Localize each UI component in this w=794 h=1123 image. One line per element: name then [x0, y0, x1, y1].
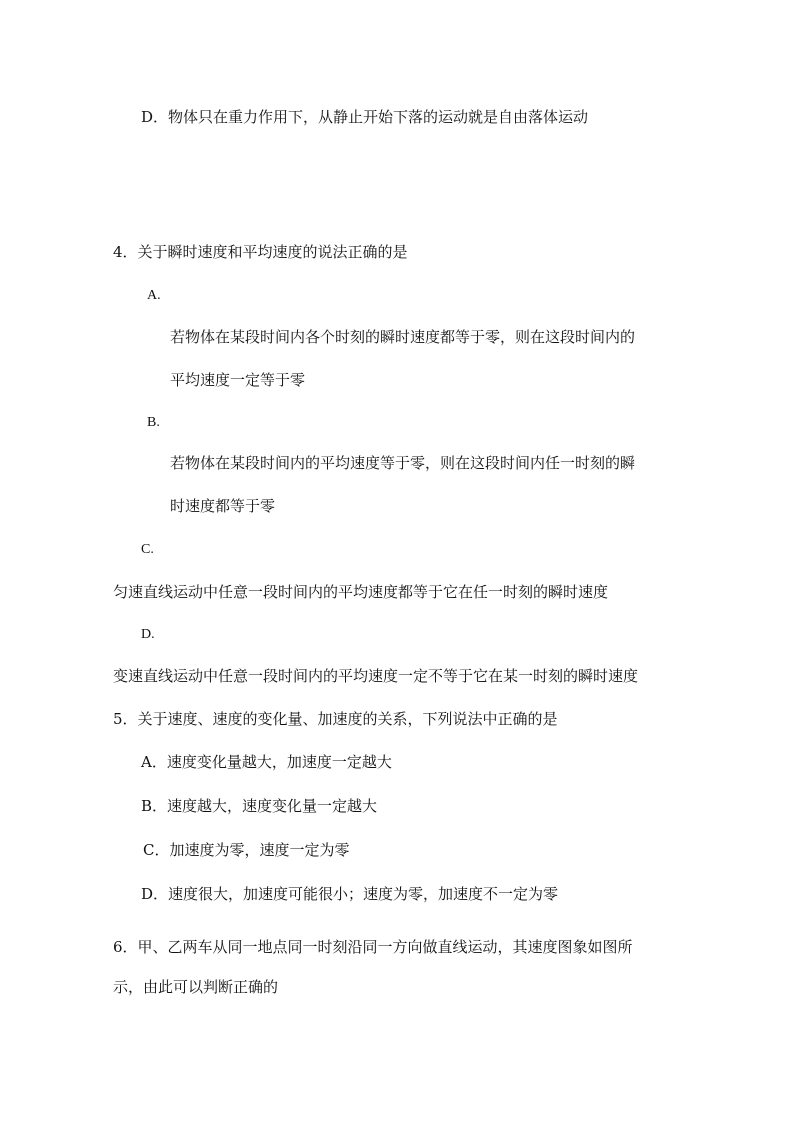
q4-stem: 4．关于瞬时速度和平均速度的说法正确的是 — [113, 243, 408, 261]
q4-option-a-line1: 若物体在某段时间内各个时刻的瞬时速度都等于零，则在这段时间内的 — [170, 328, 636, 346]
q4-option-a-line2: 平均速度一定等于零 — [170, 371, 306, 389]
q5-stem: 5．关于速度、速度的变化量、加速度的关系，下列说法中正确的是 — [113, 710, 558, 728]
q3-option-d: D．物体只在重力作用下，从静止开始下落的运动就是自由落体运动 — [141, 108, 589, 126]
q6-stem-line2: 示，由此可以判断正确的 — [113, 978, 279, 996]
q4-option-c-label: C. — [141, 542, 154, 557]
q5-option-d: D．速度很大，加速度可能很小；速度为零，加速度不一定为零 — [141, 885, 559, 903]
q4-option-d-text: 变速直线运动中任意一段时间内的平均速度一定不等于它在某一时刻的瞬时速度 — [113, 667, 639, 685]
q4-option-c-text: 匀速直线运动中任意一段时间内的平均速度都等于它在任一时刻的瞬时速度 — [113, 583, 609, 601]
q5-option-c: C．加速度为零，速度一定为零 — [143, 841, 350, 859]
q4-option-b-label: B. — [147, 415, 160, 430]
q4-option-b-line2: 时速度都等于零 — [170, 497, 276, 515]
q6-stem-line1: 6．甲、乙两车从同一地点同一时刻沿同一方向做直线运动，其速度图象如图所 — [113, 938, 633, 956]
q4-option-d-label: D. — [141, 627, 155, 642]
q5-option-b: B．速度越大，速度变化量一定越大 — [141, 797, 378, 815]
q4-option-a-label: A. — [147, 288, 161, 303]
q4-option-b-line1: 若物体在某段时间内的平均速度等于零，则在这段时间内任一时刻的瞬 — [170, 454, 636, 472]
q5-option-a: A．速度变化量越大，加速度一定越大 — [141, 753, 392, 771]
